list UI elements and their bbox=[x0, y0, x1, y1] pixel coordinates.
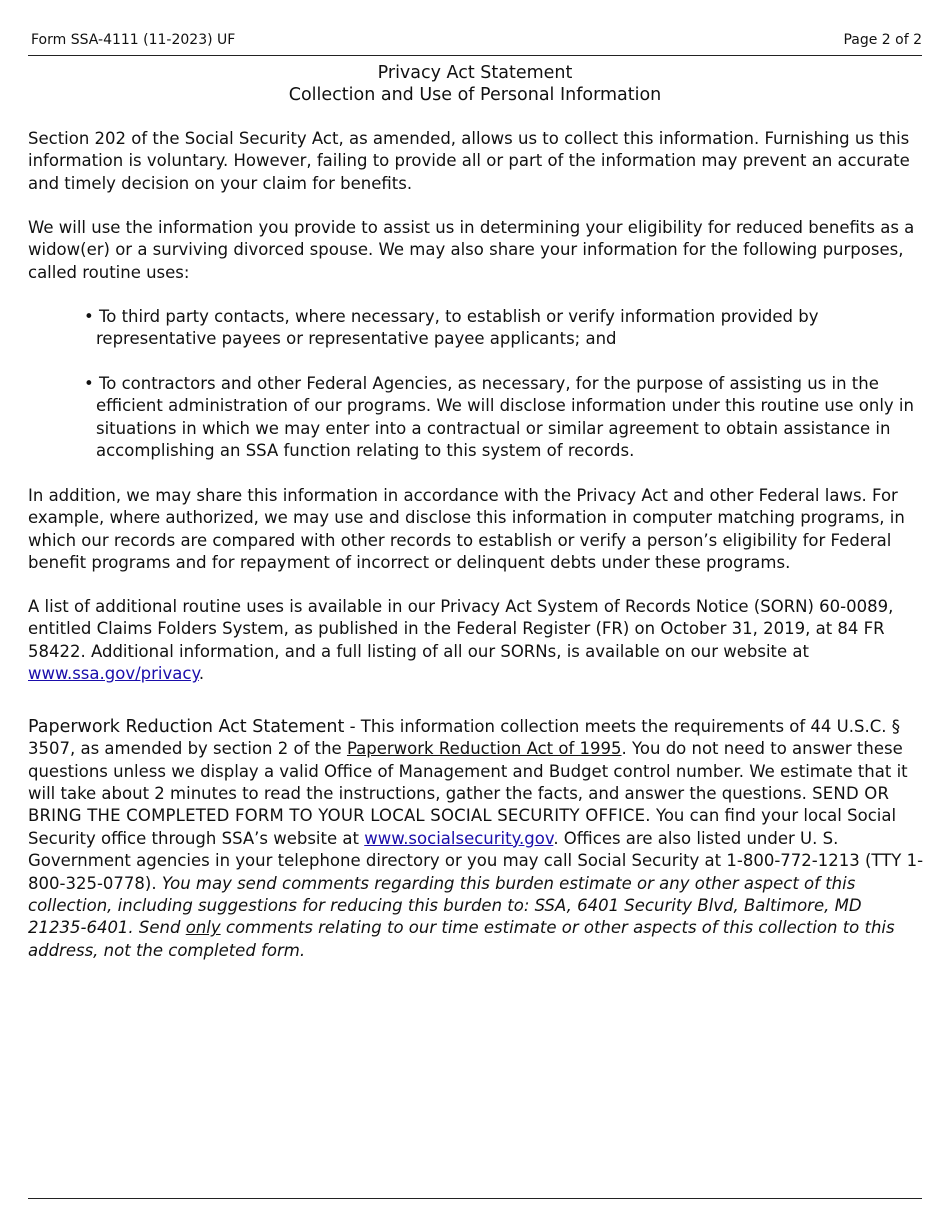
pra-comments-italic-2: comments relating to our time estimate or other aspects of this collection to this address, not the completed form. bbox=[28, 918, 895, 960]
page-title: Privacy Act Statement bbox=[377, 63, 573, 83]
pra-text-1: - This information collection meets the requirements of 44 U.S.C. § 3507, as amended by section 2 of the bbox=[28, 716, 900, 759]
privacy-act-heading bbox=[0, 62, 950, 106]
sorn-end: . bbox=[198, 664, 205, 684]
socialsecurity-website-link[interactable]: www.socialsecurity.gov bbox=[364, 828, 554, 848]
privacy-paragraph-sorn bbox=[28, 596, 924, 686]
privacy-paragraph-authority: Section 202 of the Social Security Act, as amended, allows us to collect this information. Furnishing us this information is voluntary. However, failing to provide all or part of the information may prevent an accurate and timely decision on your claim for benefits. bbox=[28, 129, 910, 193]
privacy-paragraph-use: We will use the information you provide to assist us in determining your eligibility for reduced benefits as a widow(er) or a surviving divorced spouse. We may also share your information for the following purposes, called routine uses: bbox=[28, 217, 915, 282]
privacy-paragraph-sharing: In addition, we may share this information in accordance with the Privacy Act and other Federal laws. For example, where authorized, we may use and disclose this information in computer matching programs, in which our records are compared with other records to establish or verify a person’s eligibility for Federal benefit programs and for repayment of incorrect or delinquent debts under these programs. bbox=[28, 485, 905, 573]
routine-uses-list bbox=[84, 306, 924, 463]
pra-text-3: You can find your local Social Security office through SSA’s website at bbox=[28, 806, 897, 848]
form-id: Form SSA-4111 (11-2023) UF bbox=[31, 32, 236, 48]
list-item: • To third party contacts, where necessary, to establish or verify information provided by representative payees or representative payee applicants; and bbox=[84, 306, 819, 349]
sorn-text: A list of additional routine uses is available in our Privacy Act System of Records Notice (SORN) 60-0089, entitled Claims Folders System, as published in the Federal Register (FR) on October 31, 2019, at 84 FR 58422. Additional information, and a full listing of all our SORNs, is available on our website at bbox=[28, 597, 894, 661]
pra-act-name: Paperwork Reduction Act of 1995 bbox=[346, 739, 622, 759]
document-body bbox=[28, 128, 924, 962]
pra-only-emphasis: only bbox=[185, 918, 221, 938]
ssa-privacy-link[interactable]: www.ssa.gov/privacy bbox=[28, 664, 199, 684]
page-subtitle: Collection and Use of Personal Information bbox=[288, 85, 662, 105]
pra-text-2: . You do not need to answer these questions unless we display a valid Office of Management and Budget control number. We estimate that it will take about 2 minutes to read the instructions, gather the facts, and answer the questions. bbox=[28, 739, 908, 803]
list-item: • To contractors and other Federal Agencies, as necessary, for the purpose of assisting us in the efficient administration of our programs. We will disclose information under this routine use only in situations in which we may enter into a contractual or similar agreement to obtain assistance in accomplishing an SSA function relating to this system of records. bbox=[84, 373, 914, 461]
pra-text-4: . Offices are also listed under U. S. Government agencies in your telephone directory or you may call Social Security at 1-800-772-1213 (TTY 1-800-325-0778). bbox=[28, 828, 924, 893]
pra-comments-italic-1: You may send comments regarding this burden estimate or any other aspect of this collection, including suggestions for reducing this burden to: SSA, 6401 Security Blvd, Baltimore, MD 21235-6401. Send bbox=[28, 873, 862, 938]
header-divider bbox=[28, 55, 922, 56]
page-number: Page 2 of 2 bbox=[843, 32, 922, 48]
pra-instruction-caps: SEND OR BRING THE COMPLETED FORM TO YOUR LOCAL SOCIAL SECURITY OFFICE. bbox=[28, 783, 890, 826]
footer-divider bbox=[28, 1198, 922, 1199]
paperwork-reduction-statement bbox=[28, 716, 924, 962]
pra-title: Paperwork Reduction Act Statement bbox=[28, 716, 345, 737]
